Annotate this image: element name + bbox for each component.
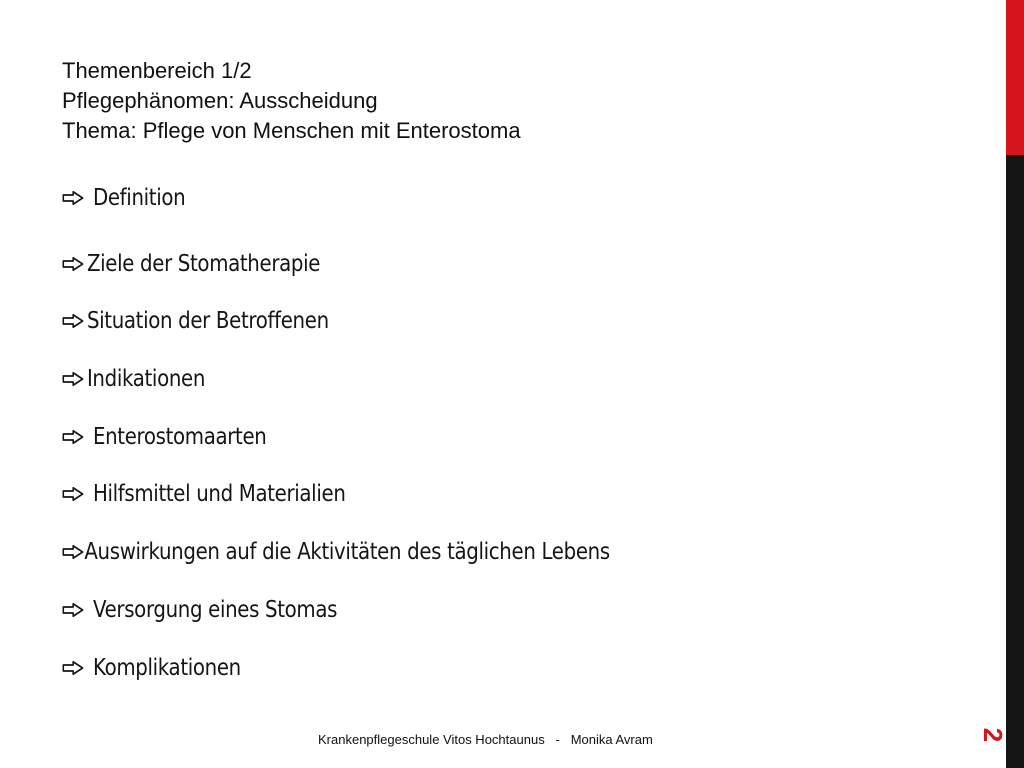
outlined-right-arrow-icon: [62, 429, 84, 445]
slide-header: [62, 56, 521, 146]
outlined-right-arrow-icon: [62, 486, 84, 502]
agenda-item-label: Enterostomaarten: [92, 424, 267, 450]
agenda-item: [62, 366, 205, 392]
outlined-right-arrow-icon: [62, 313, 84, 329]
page-number: 2: [978, 727, 1008, 743]
agenda-item-label: Indikationen: [86, 366, 206, 392]
outlined-right-arrow-icon: [62, 371, 84, 387]
agenda-item-label: Versorgung eines Stomas: [92, 597, 338, 623]
agenda-item-label: Komplikationen: [92, 655, 241, 681]
agenda-item: [62, 597, 337, 623]
agenda-item: [62, 251, 320, 277]
agenda-item: [62, 481, 346, 507]
side-bar-dark: [1006, 155, 1024, 768]
outlined-right-arrow-icon: [62, 544, 84, 560]
agenda-item: [62, 308, 329, 334]
agenda-item: [62, 185, 185, 211]
agenda-item-label: Auswirkungen auf die Aktivitäten des täglichen Lebens: [84, 539, 610, 565]
side-bar-accent: [1006, 0, 1024, 155]
agenda-item: [62, 539, 610, 565]
agenda-item: [62, 655, 241, 681]
care-phenomenon-line: Pflegephänomen: Ausscheidung: [62, 88, 378, 113]
agenda-item-label: Ziele der Stomatherapie: [86, 251, 321, 277]
outlined-right-arrow-icon: [62, 190, 84, 206]
agenda-item-label: Hilfsmittel und Materialien: [92, 481, 346, 507]
outlined-right-arrow-icon: [62, 660, 84, 676]
agenda-item: [62, 424, 266, 450]
outlined-right-arrow-icon: [62, 602, 84, 618]
agenda-item-label: Situation der Betroffenen: [86, 308, 329, 334]
outlined-right-arrow-icon: [62, 256, 84, 272]
topic-area-line: Themenbereich 1/2: [62, 58, 252, 83]
slide-footer: Krankenpflegeschule Vitos Hochtaunus - Monika Avram: [318, 732, 653, 747]
agenda-item-label: Definition: [92, 185, 186, 211]
topic-line: Thema: Pflege von Menschen mit Enterostoma: [62, 118, 521, 143]
